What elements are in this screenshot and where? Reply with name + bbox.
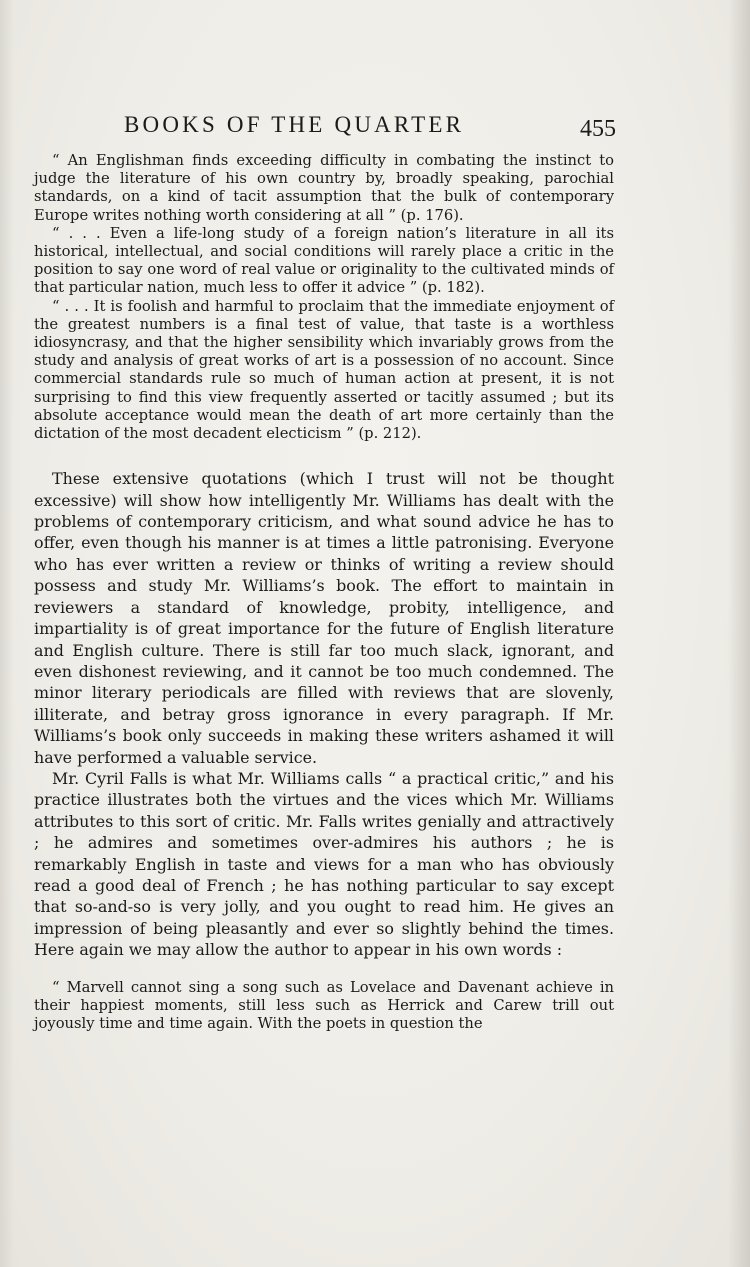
quote-paragraph-3: “ . . . It is foolish and harmful to proclaim that the immediate enjoyment of the greatest numbers is a final test of value, that taste is a worthless idiosyncrasy, and that the higher sensibility which invariably grows from the study and analysis of great works of art is a possession of no account. Since commercial standards rule so much of human action at present, it is not surprising to find this view frequently asserted or tacitly assumed ; but its absolute acceptance would mean the death of art more certainly than the dictation of the most decadent electicism ” (p. 212). [34,297,614,443]
body-paragraph-2: Mr. Cyril Falls is what Mr. Williams calls “ a practical critic,” and his practice illustrates both the virtues and the vices which Mr. Williams attributes to this sort of critic. Mr. Falls writes genially and attractively ; he admires and sometimes over-admires his authors ; he is remarkably English in taste and views for a man who has obviously read a good deal of French ; he has nothing particular to say except that so-and-so is very jolly, and you ought to read him. He gives an impression of being pleasantly and ever so slightly behind the times. Here again we may allow the author to appear in his own words : [34,768,614,960]
page-number: 455 [580,116,616,142]
text-block [34,112,614,1033]
quote-paragraph-4: “ Marvell cannot sing a song such as Lovelace and Davenant achieve in their happiest moments, still less such as Herrick and Carew trill out joyously time and time again. With the poets in question the [34,978,614,1032]
quote-paragraph-1: “ An Englishman finds exceeding difficulty in combating the instinct to judge the literature of his own country by, broadly speaking, parochial standards, on a kind of tacit assumption that the bulk of contemporary Europe writes nothing worth considering at all ” (p. 176). [34,152,614,224]
page-edge-shadow-left [0,0,14,1267]
body-paragraph-1: These extensive quotations (which I trust will not be thought excessive) will show how intelligently Mr. Williams has dealt with the problems of contemporary criticism, and what sound advice he has to offer, even though his manner is at times a little patronising. Everyone who has ever written a review or thinks of writing a review should possess and study Mr. Williams’s book. The effort to maintain in reviewers a standard of knowledge, probity, intelligence, and impartiality is of great importance for the future of English literature and English culture. There is still far too much slack, ignorant, and even dishonest reviewing, and it cannot be too much condemned. The minor literary periodicals are filled with reviews that are slovenly, illiterate, and betray gross ignorance in every paragraph. If Mr. Williams’s book only succeeds in making these writers ashamed it will have performed a valuable service. [34,469,614,767]
quote-paragraph-2: “ . . . Even a life-long study of a foreign nation’s literature in all its historical, intellectual, and social conditions will rarely place a critic in the position to say one word of real value or originality to the cultivated minds of that particular nation, much less to offer it advice ” (p. 182). [34,224,614,297]
running-head [34,112,614,152]
running-head-title: BOOKS OF THE QUARTER [124,112,465,137]
page-edge-shadow-right [728,0,750,1267]
